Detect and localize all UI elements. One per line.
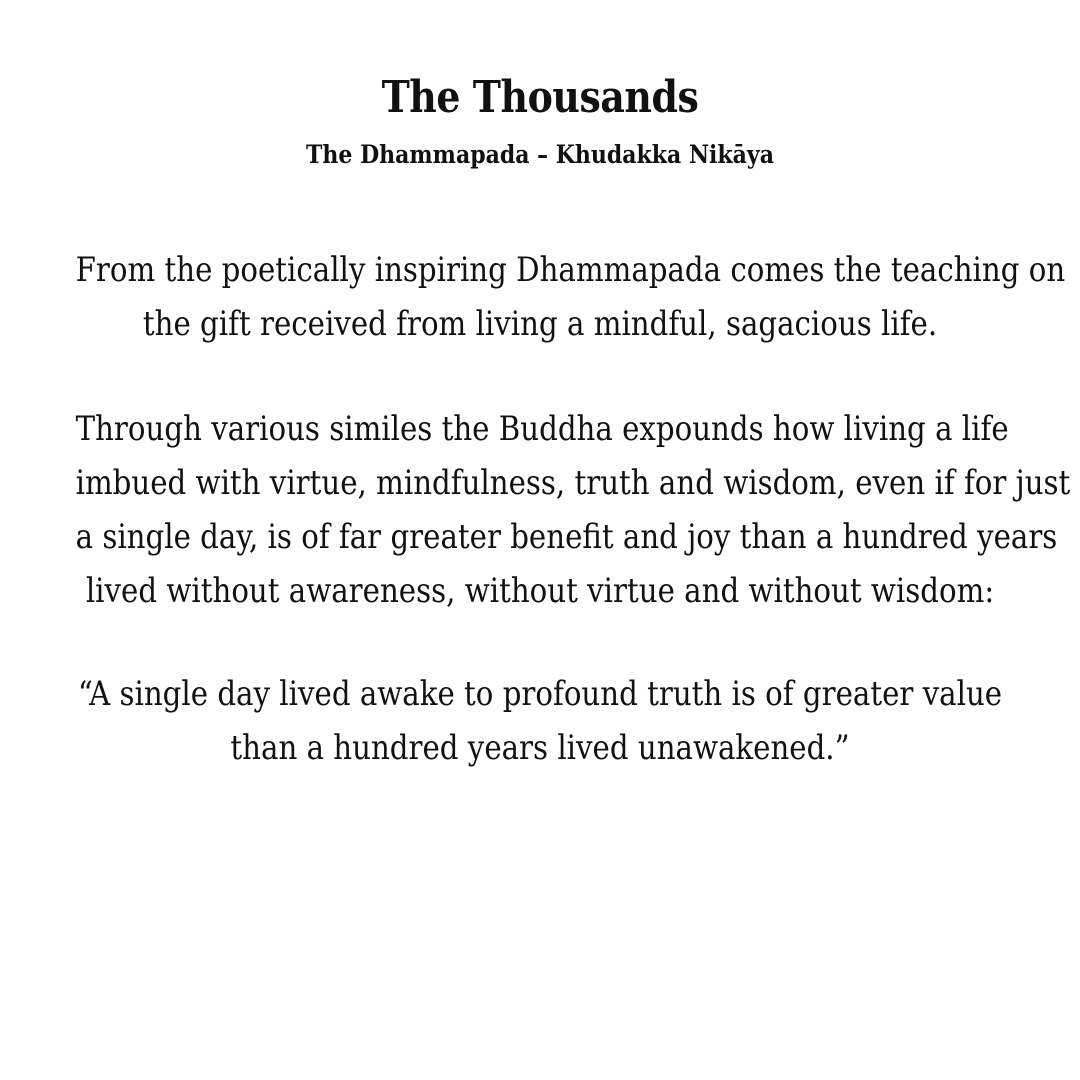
paragraph-line: Through various similes the Buddha expounds how living a life bbox=[75, 409, 1009, 449]
paragraph-line: a single day, is of far greater benefit and joy than a hundred years bbox=[75, 517, 1058, 557]
paragraph-line: than a hundred years lived unawakened.” bbox=[230, 728, 850, 768]
paragraph-line: From the poetically inspiring Dhammapada comes the teaching on bbox=[75, 250, 1066, 290]
paragraph-line: lived without awareness, without virtue and without wisdom: bbox=[85, 571, 995, 611]
paragraph-line: “A single day lived awake to profound truth is of greater value bbox=[77, 674, 1003, 714]
paragraph-line: imbued with virtue, mindfulness, truth and wisdom, even if for just bbox=[75, 463, 1071, 503]
intro-paragraph bbox=[0, 243, 1080, 351]
quote-paragraph bbox=[0, 667, 1080, 775]
body-paragraph bbox=[0, 402, 1080, 618]
paragraph-line: the gift received from living a mindful, sagacious life. bbox=[142, 304, 938, 344]
page-title: The Thousands bbox=[381, 72, 699, 123]
page-subtitle: The Dhammapada – Khudakka Nikāya bbox=[306, 140, 774, 169]
